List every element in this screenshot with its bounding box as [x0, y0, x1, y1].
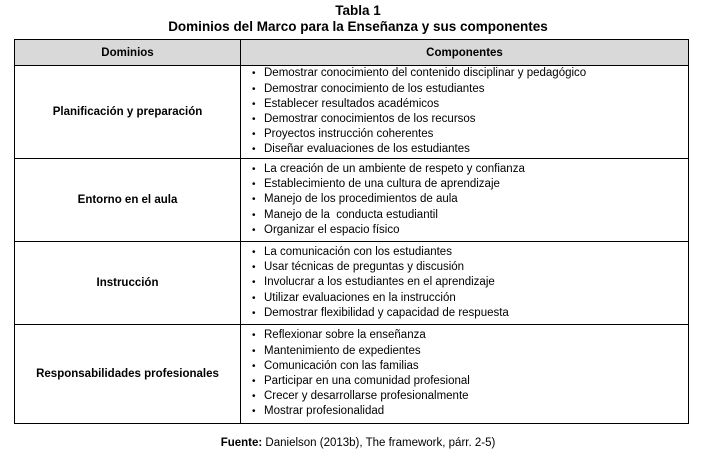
bullet-icon: • — [252, 224, 256, 236]
table-header-row — [15, 40, 689, 66]
components-cell — [241, 66, 689, 159]
list-item — [251, 306, 688, 321]
component-text: Participar en una comunidad profesional — [264, 375, 470, 387]
component-text: Usar técnicas de preguntas y discusión — [264, 261, 465, 274]
components-cell — [241, 242, 689, 325]
list-item — [251, 359, 688, 374]
components-list — [251, 245, 688, 321]
component-text: Diseñar evaluaciones de los estudiantes — [264, 143, 470, 156]
list-item — [251, 344, 688, 359]
header-componentes: Componentes — [241, 40, 689, 66]
list-item — [251, 112, 688, 127]
components-list — [251, 328, 688, 419]
list-item — [251, 208, 688, 223]
component-text: Establecer resultados académicos — [264, 97, 440, 110]
source-note — [0, 436, 716, 450]
bullet-icon: • — [252, 360, 256, 372]
component-text: Reflexionar sobre la enseñanza — [264, 329, 426, 342]
components-cell — [241, 325, 689, 424]
bullet-icon: • — [252, 277, 256, 289]
list-item — [251, 127, 688, 142]
component-text: Manejo de la conducta estudiantil — [264, 208, 438, 221]
component-text: Utilizar evaluaciones en la instrucción — [264, 291, 456, 304]
table-row — [15, 66, 689, 159]
component-text: Demostrar conocimiento de los estudiantes — [264, 82, 485, 95]
bullet-icon: • — [252, 209, 256, 221]
domain-cell: Planificación y preparación — [15, 66, 241, 159]
list-item — [251, 162, 688, 177]
bullet-icon: • — [252, 83, 256, 95]
list-item — [251, 275, 688, 290]
list-item — [251, 389, 688, 404]
component-text: Demostrar conocimientos de los recursos — [264, 113, 476, 125]
list-item — [251, 260, 688, 275]
table-title: Dominios del Marco para la Enseñanza y sus componentes — [168, 19, 548, 34]
list-item — [251, 291, 688, 306]
component-text: Comunicación con las familias — [264, 359, 419, 372]
component-text: Manejo de los procedimientos de aula — [264, 193, 458, 206]
bullet-icon: • — [252, 330, 256, 342]
list-item — [251, 223, 688, 238]
components-list — [251, 162, 688, 238]
table-row — [15, 242, 689, 325]
bullet-icon: • — [252, 246, 256, 258]
component-text: Involucrar a los estudiantes en el aprendizaje — [264, 276, 495, 289]
bullet-icon: • — [252, 98, 256, 110]
bullet-icon: • — [252, 292, 256, 304]
bullet-icon: • — [252, 307, 256, 319]
components-cell — [241, 159, 689, 242]
bullet-icon: • — [252, 163, 256, 175]
table-number: Tabla 1 — [335, 3, 381, 18]
component-text: Mostrar profesionalidad — [264, 405, 385, 418]
bullet-icon: • — [252, 262, 256, 274]
list-item — [251, 97, 688, 112]
bullet-icon: • — [252, 345, 256, 357]
list-item — [251, 192, 688, 207]
list-item — [251, 245, 688, 260]
list-item — [251, 404, 688, 419]
component-text: La creación de un ambiente de respeto y confianza — [264, 162, 525, 175]
bullet-icon: • — [252, 391, 256, 403]
bullet-icon: • — [252, 194, 256, 206]
component-text: Organizar el espacio físico — [264, 223, 400, 236]
bullet-icon: • — [252, 406, 256, 418]
list-item — [251, 177, 688, 192]
component-text: Mantenimiento de expedientes — [264, 344, 421, 357]
domain-cell: Instrucción — [15, 242, 241, 325]
component-text: Establecimiento de una cultura de aprendizaje — [264, 178, 500, 191]
domain-cell: Entorno en el aula — [15, 159, 241, 242]
component-text: Demostrar conocimiento del contenido disciplinar y pedagógico — [264, 67, 587, 80]
header-dominios: Dominios — [15, 40, 241, 66]
bullet-icon: • — [252, 144, 256, 156]
source-label: Fuente: — [220, 437, 263, 449]
bullet-icon: • — [252, 179, 256, 191]
source-text: Danielson (2013b), The framework, párr. 2-5) — [262, 437, 496, 449]
component-text: Proyectos instrucción coherentes — [264, 128, 434, 141]
list-item — [251, 66, 688, 81]
list-item — [251, 374, 688, 389]
components-list — [251, 66, 688, 157]
bullet-icon: • — [252, 68, 256, 80]
component-text: La comunicación con los estudiantes — [264, 245, 452, 258]
component-text: Demostrar flexibilidad y capacidad de respuesta — [264, 306, 509, 319]
table-row — [15, 325, 689, 424]
list-item — [251, 328, 688, 343]
bullet-icon: • — [252, 114, 256, 125]
list-item — [251, 142, 688, 157]
component-text: Crecer y desarrollarse profesionalmente — [264, 390, 469, 403]
domains-table — [14, 39, 689, 424]
table-row — [15, 159, 689, 242]
bullet-icon: • — [252, 129, 256, 141]
list-item — [251, 82, 688, 97]
domain-cell: Responsabilidades profesionales — [15, 325, 241, 424]
bullet-icon: • — [252, 376, 256, 387]
